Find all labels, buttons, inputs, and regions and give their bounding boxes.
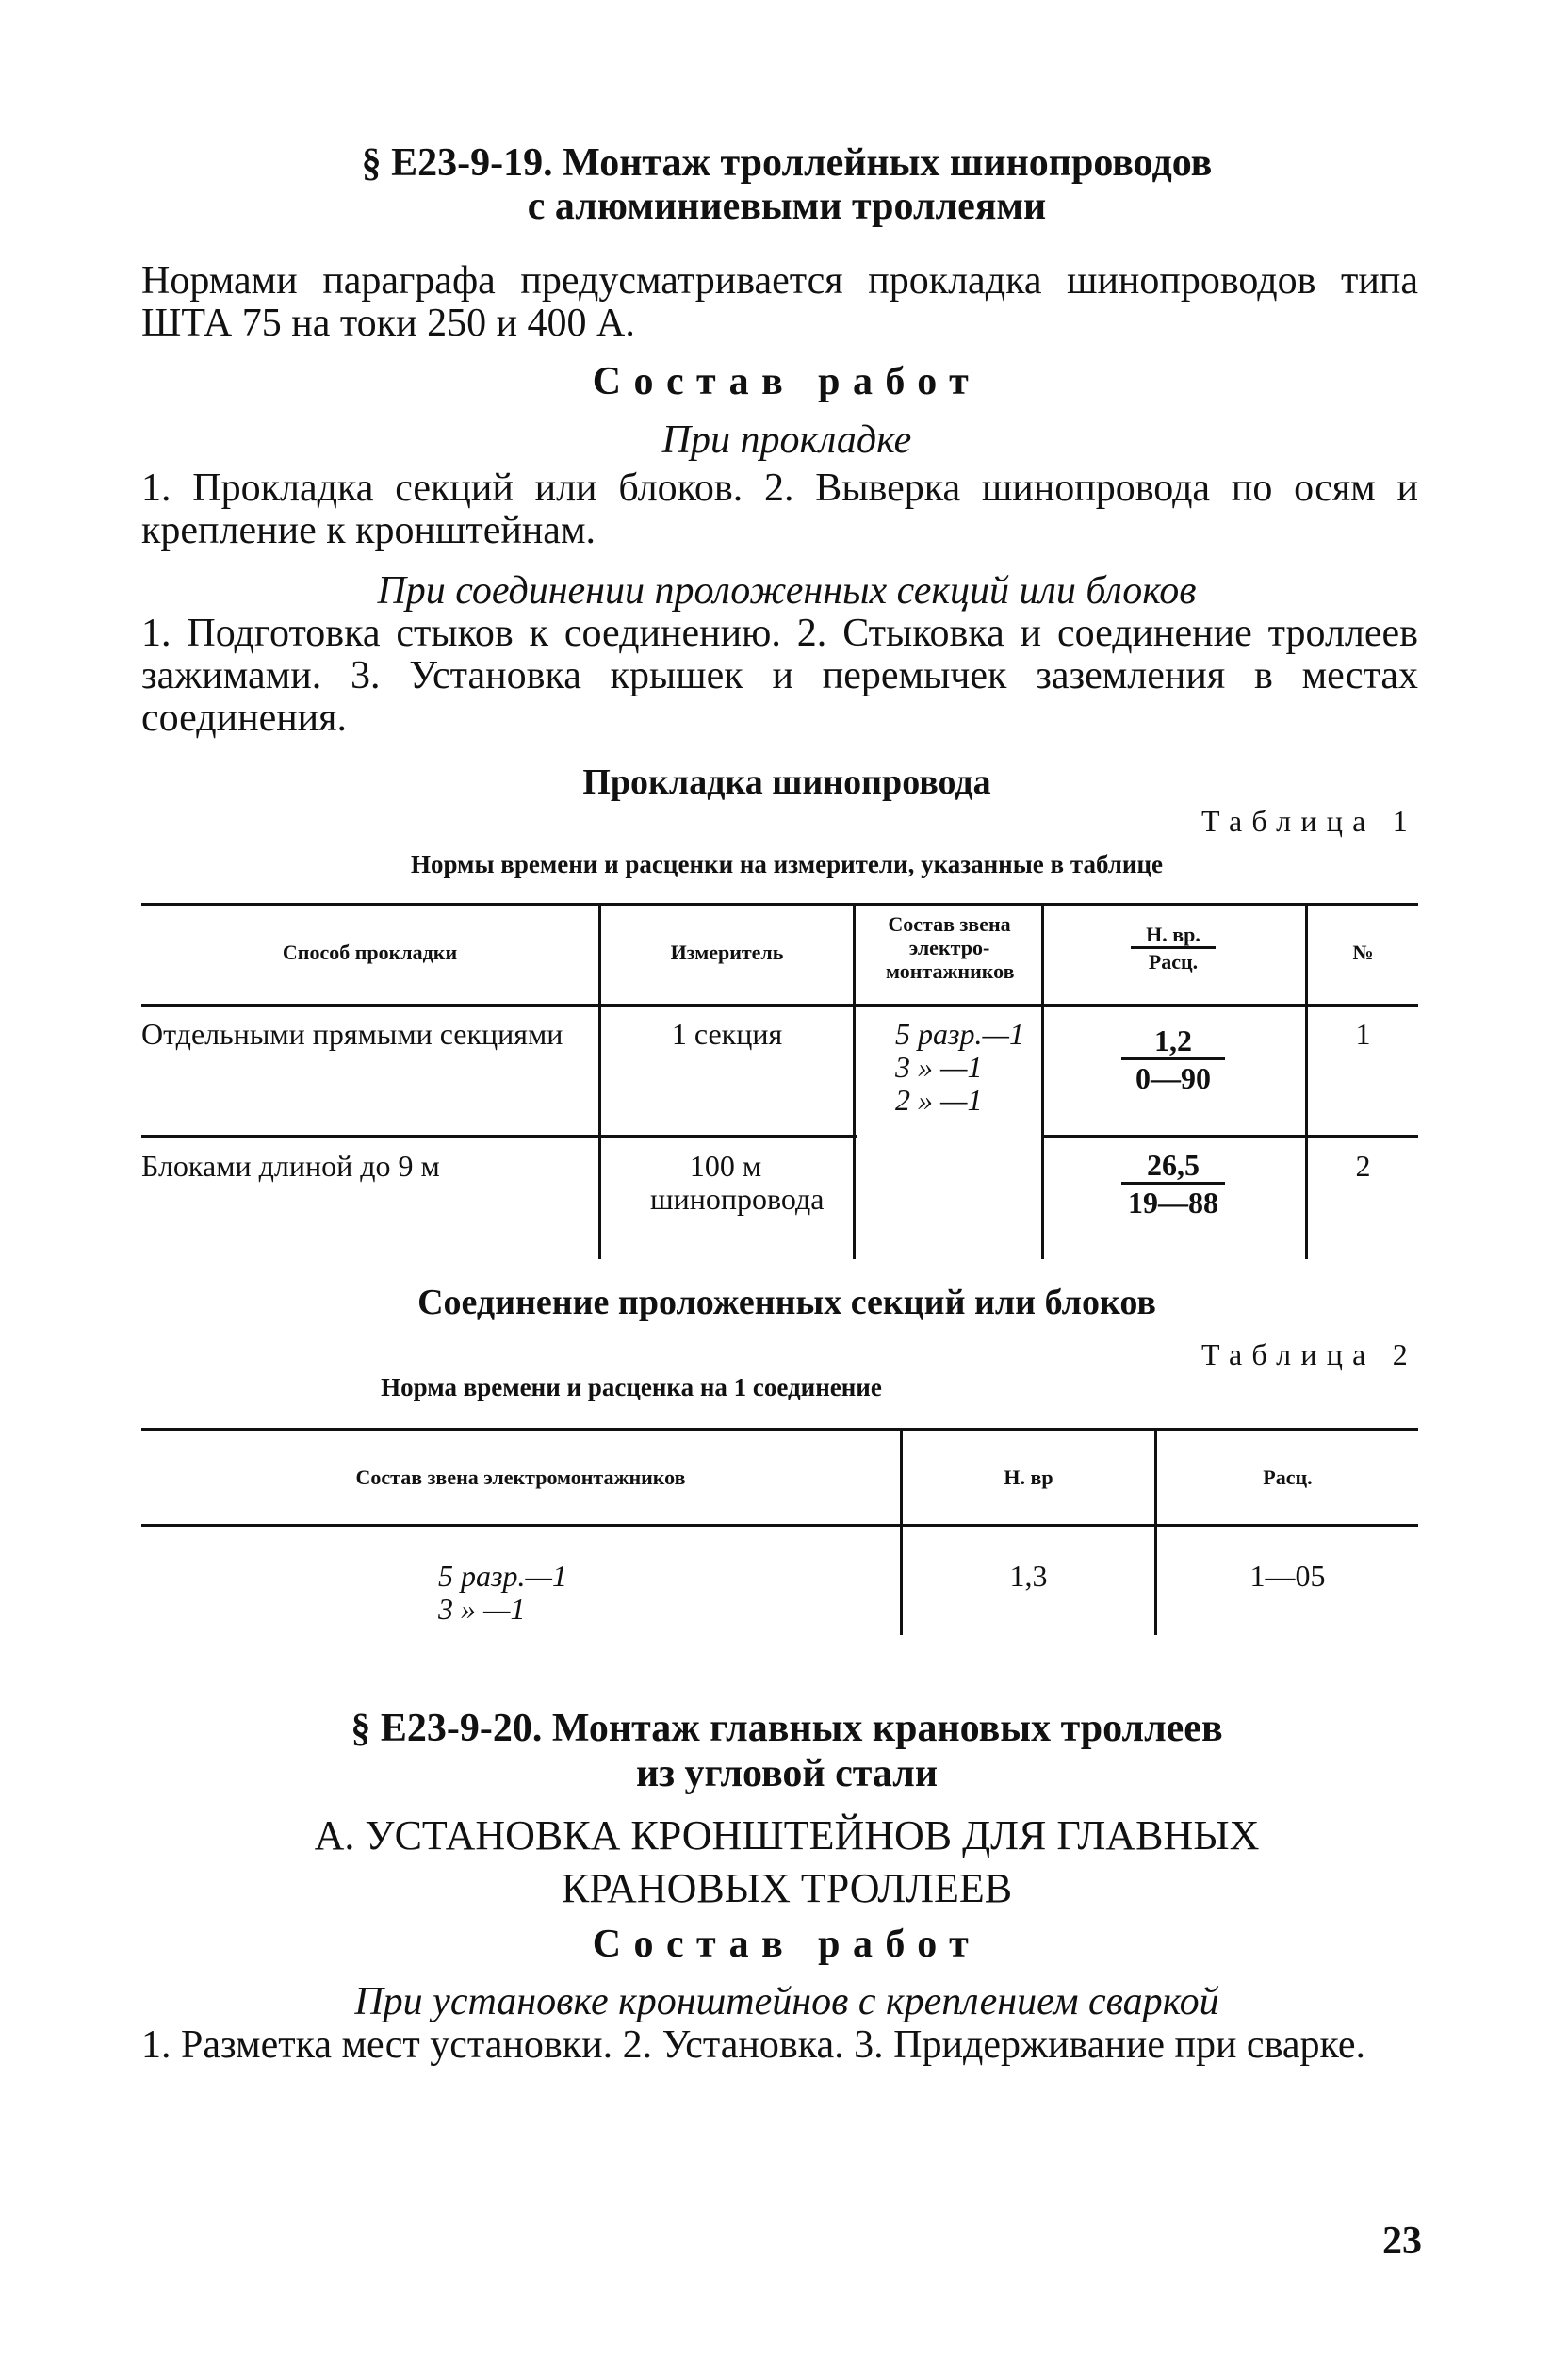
table-2 — [141, 1428, 1418, 1635]
subheading-joining: При соединении проложенных секций или блоков — [377, 569, 1197, 613]
header-rate: Расц. — [1148, 950, 1199, 974]
row-1-num: 1 — [1355, 1017, 1371, 1051]
table-2-caption: Норма времени и расценка на 1 соединение — [381, 1373, 882, 1401]
table-1-caption: Нормы времени и расценки на измерители, указанные в таблице — [410, 850, 1164, 878]
section-19-title — [141, 141, 1432, 228]
t2-crew-list — [438, 1560, 627, 1626]
crew-line-1: 5 разр.—1 — [895, 1017, 1024, 1051]
table-1-header-rule — [141, 1004, 1418, 1007]
subheading-laying: При прокладке — [662, 418, 912, 462]
t2-rate-value: 1—05 — [1250, 1559, 1326, 1593]
t2-crew-line-1: 5 разр.—1 — [438, 1559, 567, 1593]
table-2-col-divider-1 — [900, 1428, 903, 1635]
t2-crew-line-2: 3 » —1 — [438, 1592, 526, 1626]
header-method: Способ прокладки — [282, 941, 458, 964]
table-2-heading: Соединение проложенных секций или блоков — [417, 1283, 1156, 1322]
row-2-num: 2 — [1355, 1149, 1371, 1183]
table-1-label: Таблица 1 — [1200, 804, 1417, 838]
row-2-norm: 26,5 — [1121, 1148, 1225, 1185]
subheading-bracket-install: При установке кронштейнов с креплением сваркой — [354, 1980, 1219, 2023]
section-19-title-line2: с алюминиевыми троллеями — [527, 185, 1047, 228]
row-2-norm-rate — [1121, 1148, 1225, 1220]
t2-header-crew: Состав звена электромонтажников — [355, 1465, 686, 1489]
subsection-a-title — [141, 1809, 1432, 1915]
section-20-title-line1: § Е23-9-20. Монтаж главных крановых троллеев — [351, 1707, 1223, 1750]
table-1-top-rule — [141, 903, 1418, 906]
t2-header-norm: Н. вр — [1004, 1465, 1054, 1489]
work-steps-joining: 1. Подготовка стыков к соединению. 2. Стыковка и соединение троллеев зажимами. 3. Установка крышек и перемычек заземления в местах соединения. — [141, 612, 1418, 740]
table-2-label: Таблица 2 — [1200, 1337, 1417, 1371]
section-20-title-line2: из угловой стали — [635, 1752, 939, 1795]
table-1 — [141, 903, 1418, 1259]
table-1-row-rule-left — [141, 1135, 858, 1138]
crew-line-2: 3 » —1 — [895, 1050, 983, 1084]
row-2-method: Блоками длиной до 9 м — [141, 1149, 440, 1183]
row-2-unit: 100 м шинопровода — [650, 1149, 825, 1216]
header-unit: Измеритель — [670, 941, 784, 964]
table-1-col-divider-2 — [853, 903, 856, 1259]
table-2-header-rule — [141, 1524, 1418, 1527]
row-1-norm-rate — [1121, 1023, 1225, 1096]
work-composition-heading-1: Состав работ — [592, 360, 982, 403]
row-1-norm: 1,2 — [1121, 1023, 1225, 1060]
table-1-heading: Прокладка шинопровода — [582, 762, 991, 802]
header-norm: Н. вр. — [1131, 924, 1216, 949]
work-steps-laying: 1. Прокладка секций или блоков. 2. Выверка шинопровода по осям и крепление к кронштейнам. — [141, 467, 1418, 552]
table-1-row-rule-right — [1041, 1135, 1418, 1138]
subsection-a-title-line1: А. УСТАНОВКА КРОНШТЕЙНОВ ДЛЯ ГЛАВНЫХ — [314, 1812, 1260, 1858]
crew-line-3: 2 » —1 — [895, 1083, 983, 1117]
section-19-title-line1: § Е23-9-19. Монтаж троллейных шинопроводов — [361, 141, 1213, 185]
row-1-unit: 1 секция — [671, 1017, 783, 1051]
row-1-method: Отдельными прямыми секциями — [141, 1017, 564, 1051]
row-2-rate: 19—88 — [1128, 1186, 1218, 1220]
page-number: 23 — [1382, 2219, 1422, 2263]
table-2-top-rule — [141, 1428, 1418, 1431]
header-norm-rate — [1131, 924, 1216, 975]
subsection-a-title-line2: КРАНОВЫХ ТРОЛЛЕЕВ — [561, 1865, 1013, 1911]
table-2-col-divider-2 — [1154, 1428, 1157, 1635]
t2-norm-value: 1,3 — [1009, 1559, 1048, 1593]
table-1-col-divider-3 — [1041, 903, 1044, 1259]
row-1-rate: 0—90 — [1135, 1061, 1211, 1095]
work-steps-bracket-install: 1. Разметка мест установки. 2. Установка. 3. Придерживание при сварке. — [141, 2023, 1365, 2067]
crew-list — [895, 1018, 1037, 1117]
t2-header-rate: Расц. — [1263, 1465, 1313, 1489]
header-crew: Состав звена электро-монтажников — [886, 912, 1015, 983]
section-19-intro: Нормами параграфа предусматривается прокладка шинопроводов типа ШТА 75 на токи 250 и 400 А. — [141, 259, 1418, 345]
work-composition-heading-2: Состав работ — [592, 1923, 982, 1966]
section-20-title — [141, 1706, 1432, 1796]
header-num: № — [1352, 941, 1374, 964]
